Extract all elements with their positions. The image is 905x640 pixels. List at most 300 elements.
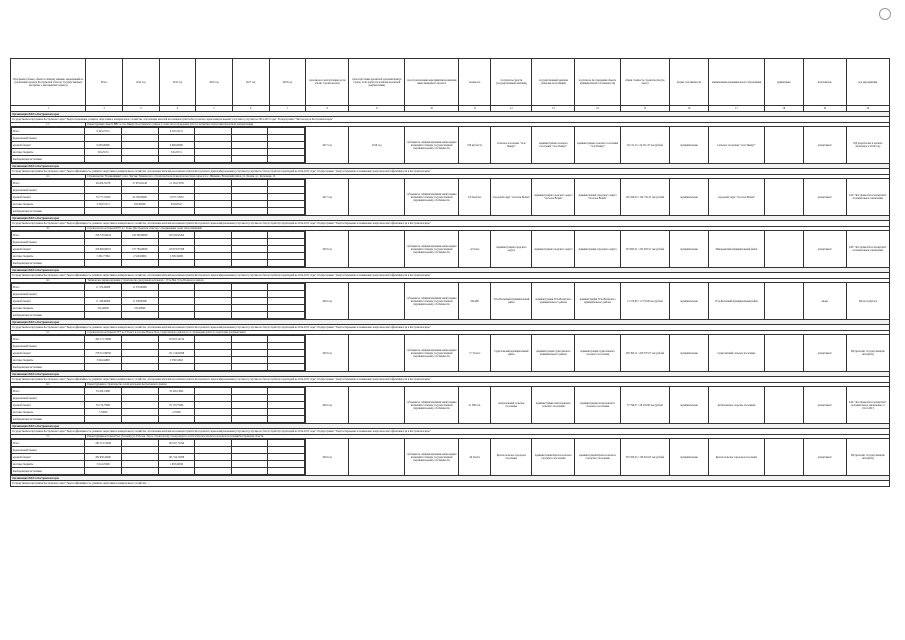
finance-value: 922,66508	[121, 201, 158, 208]
item-cost: 255 693,31 / 252 923,51 тыс.рублей	[620, 231, 670, 268]
finance-value: 137 780,00000	[121, 246, 158, 253]
finance-value	[121, 336, 158, 343]
item-year: 2018 год	[306, 231, 349, 268]
finance-empty	[268, 208, 305, 215]
item-exec: департамент	[803, 179, 846, 216]
program-name: Государственная программа Костромского края "Энергоэффективность, развитие энергетики и коммунального хозяйства, обеспечение жителей населенных пунктов Костромского края коммунальными услугами и услугами по благоустройству территорий на 2014-2015 годы". Подпрограмма "Энергосбережение и повышение энергетической эффективности в Костромском крае"	[11, 169, 890, 175]
item-code: ГАУ "Костромаоблгосэкспертиза" положительное заключение	[846, 179, 889, 216]
finance-value	[121, 128, 158, 135]
column-number: 1	[11, 106, 86, 112]
item-method: субсидия на софинансирование капитальных вложений в объекты государственной (муниципальной) собственности	[405, 179, 459, 216]
finance-empty	[231, 468, 268, 475]
column-number: 4	[159, 106, 196, 112]
finance-value	[121, 395, 158, 402]
finance-value: 131 116,62838	[158, 350, 195, 357]
finance-value: 282 171,75999	[85, 336, 122, 343]
item-mo: Усть-Волжский муниципальный район	[708, 283, 764, 320]
finance-value: 35 170,75981	[85, 402, 122, 409]
finance-empty	[195, 260, 232, 267]
finance-empty	[268, 201, 305, 208]
finance-value	[121, 208, 158, 215]
finance-row	[12, 402, 305, 409]
section-title: Организация ЖКХ в Костромском крае	[11, 372, 890, 377]
finance-empty	[195, 350, 232, 357]
finance-value: 140 300,00000	[121, 232, 158, 239]
finance-value	[121, 388, 158, 395]
finance-source: местные бюджеты	[12, 461, 85, 468]
finance-value	[85, 343, 122, 350]
item-power: 21 380 п.м.	[459, 387, 491, 424]
finance-empty	[268, 388, 305, 395]
column-header: 2018 год	[269, 59, 306, 106]
finance-empty	[268, 364, 305, 371]
finance-source: краевой бюджет	[12, 402, 85, 409]
item-customer: Администрация городского округа	[532, 231, 575, 268]
finance-row	[12, 128, 305, 135]
item-method: субсидия на софинансирование капитальных вложений в объекты государственной (муниципальной) собственности	[405, 231, 459, 268]
finance-value: 283 113,73436	[85, 440, 122, 447]
finance-empty	[231, 343, 268, 350]
finance-value: 133 675,14724	[158, 336, 195, 343]
finance-row	[12, 409, 305, 416]
item-form: муниципальная	[670, 335, 709, 372]
finance-value: 35 777,72050	[85, 194, 122, 201]
finance-source: внебюджетные источники	[12, 260, 85, 267]
finance-empty	[268, 260, 305, 267]
item-name: Строительство "Поликлиники" в пос. Чистые Технического строительства котельной на местном сырье в пос. Ширкино, Вохомский район, ул. Лесная, д.1. Котельная, 15	[86, 175, 890, 179]
item-name: Строительство котельной ТГУ на 9 Гкал/ч в поселке Новое Поле, Судиславского района (в т.ч. проведение работ по подготовке документации)	[86, 331, 890, 335]
column-header: способ реализации мероприятия/реализации инвестиционного проекта	[405, 59, 459, 106]
finance-source: внебюджетные источники	[12, 156, 85, 163]
finance-source: Всего	[12, 180, 85, 187]
column-header: форма собственности	[670, 59, 709, 106]
investment-program-sheet	[10, 58, 890, 626]
item-power: 100 куб.м/сут	[459, 127, 491, 164]
finance-value: 21 134,17038	[158, 180, 195, 187]
item-recipient: Антроповский сельское поселение	[491, 387, 532, 424]
finance-value	[85, 239, 122, 246]
finance-empty	[268, 239, 305, 246]
finance-empty	[231, 142, 268, 149]
column-number: 18	[764, 106, 803, 112]
item-cost: 20 121,15 / 24 231,37 тыс.рублей	[620, 127, 670, 164]
finance-row	[12, 447, 305, 454]
finance-empty	[268, 298, 305, 305]
finance-source: местные бюджеты	[12, 201, 85, 208]
finance-table	[11, 335, 305, 371]
finance-empty	[268, 402, 305, 409]
item-code: ПД разработана и прошла экспертизу в 2016 году	[846, 127, 889, 164]
finance-empty	[231, 336, 268, 343]
finance-value: 231,40000	[121, 305, 158, 312]
finance-value: 2 595,32009	[158, 253, 195, 260]
program-name: Государственная программа Костромского края "Энергоэффективность, развитие энергетики и коммунального хозяйства, обеспечение жителей населенных пунктов Костромского края коммунальными услугами и услугами по благоустройству территорий на 2014-2015 годы". Подпрограмма "Энергосбережение и повышение энергетической эффективности в Костромском крае"	[11, 377, 890, 383]
column-header: 2015 год	[159, 59, 196, 106]
finance-empty	[231, 402, 268, 409]
finance-value	[121, 239, 158, 246]
finance-empty	[195, 149, 232, 156]
item-design	[349, 231, 405, 268]
finance-row	[12, 440, 305, 447]
item-method: субсидия на софинансирование капитальных вложений в объекты государственной (муниципальной) собственности	[405, 335, 459, 372]
finance-empty	[195, 246, 232, 253]
item-code: ПД не требуется	[846, 283, 889, 320]
finance-value: 11 570,00000	[85, 284, 122, 291]
column-header: Всего	[86, 59, 123, 106]
finance-empty	[268, 454, 305, 461]
finance-value	[121, 291, 158, 298]
item-power: 4,3 Гкал	[459, 231, 491, 268]
finance-value: 35 459,13681	[158, 388, 195, 395]
column-number: 5	[196, 106, 233, 112]
item-owner: Администрация сельского поселения "село Пыщуг"	[575, 127, 620, 164]
finance-row	[12, 232, 305, 239]
finance-empty	[268, 149, 305, 156]
item-number: 4.1.	[11, 279, 86, 283]
finance-value	[85, 291, 122, 298]
finance-row	[12, 395, 305, 402]
finance-row	[12, 149, 305, 156]
finance-row	[12, 364, 305, 371]
finance-empty	[195, 239, 232, 246]
finance-value: 101 724,72008	[158, 454, 195, 461]
finance-empty	[195, 402, 232, 409]
finance-row	[12, 388, 305, 395]
finance-empty	[231, 128, 268, 135]
finance-value	[158, 156, 195, 163]
finance-value	[158, 305, 195, 312]
finance-empty	[195, 364, 232, 371]
column-header: 2014 год	[123, 59, 160, 106]
finance-value: 282 950,45400	[85, 454, 122, 461]
item-form: муниципальная	[670, 179, 709, 216]
finance-value	[85, 416, 122, 423]
finance-empty	[231, 291, 268, 298]
finance-row	[12, 201, 305, 208]
item-exec: департамент	[803, 335, 846, 372]
finance-value	[85, 447, 122, 454]
column-number: 19	[803, 106, 846, 112]
section-title: Организация ЖКХ в Костромском крае	[11, 112, 890, 117]
column-header: государственный заказчик (заказчик-застройщик)	[532, 59, 575, 106]
column-header: срок ввода в эксплуатацию (если объект строительства)	[306, 59, 349, 106]
finance-value	[121, 364, 158, 371]
finance-empty	[268, 416, 305, 423]
finance-value	[158, 343, 195, 350]
item-recipient: Администрация городского округа	[491, 231, 532, 268]
item-code: ПД проходит государственную экспертизу	[846, 335, 889, 372]
finance-value	[121, 402, 158, 409]
finance-empty	[231, 357, 268, 364]
finance-empty	[268, 253, 305, 260]
finance-value: 118 675,97598	[158, 246, 195, 253]
item-cost: 37 799,57 / 28 470,90 тыс.рублей	[620, 387, 670, 424]
finance-value: 24 700,00000	[121, 194, 158, 201]
finance-source: местные бюджеты	[12, 149, 85, 156]
item-mo: Судиславский сельское поселение	[708, 335, 764, 372]
finance-value: 2,70000	[158, 409, 195, 416]
finance-empty	[268, 357, 305, 364]
item-year: 2016 год	[306, 387, 349, 424]
program-name: Государственная программа Костромского края "Энергоэффективность, развитие энергетики и коммунального хозяйства, обеспечение жителей населенных пунктов Костромского края коммунальными услугами и услугами по благоустройству территорий на 2014-2015 годы". Подпрограмма "Энергосбережение и повышение энергетической эффективности в Костромском крае"	[11, 273, 890, 279]
finance-source: внебюджетные источники	[12, 312, 85, 319]
finance-value: 258 770,95454	[85, 232, 122, 239]
finance-empty	[231, 395, 268, 402]
header-row	[11, 59, 890, 106]
item-owner: Администрация городского округа "поселок Вохма"	[575, 179, 620, 216]
item-number: 7.1.	[11, 435, 86, 439]
finance-value	[85, 260, 122, 267]
finance-empty	[268, 350, 305, 357]
finance-value	[158, 364, 195, 371]
finance-block	[11, 231, 306, 268]
finance-empty	[268, 246, 305, 253]
finance-empty	[231, 208, 268, 215]
finance-source: федеральный бюджет	[12, 395, 85, 402]
finance-empty	[231, 284, 268, 291]
finance-row	[12, 246, 305, 253]
item-finance-row	[11, 439, 890, 476]
finance-value: 35 459,13681	[85, 388, 122, 395]
finance-value	[158, 298, 195, 305]
finance-empty	[195, 416, 232, 423]
finance-empty	[231, 253, 268, 260]
finance-row	[12, 305, 305, 312]
finance-value	[121, 454, 158, 461]
finance-value	[121, 350, 158, 357]
finance-empty	[268, 336, 305, 343]
item-code: ГАУ "Костромаоблгосэкспертиза" положительное заключение	[846, 231, 889, 268]
finance-empty	[268, 447, 305, 454]
finance-empty	[231, 388, 268, 395]
finance-empty	[231, 135, 268, 142]
finance-empty	[195, 156, 232, 163]
finance-source: внебюджетные источники	[12, 416, 85, 423]
column-header: мощность	[459, 59, 491, 106]
finance-value	[158, 395, 195, 402]
finance-value	[121, 440, 158, 447]
finance-empty	[268, 305, 305, 312]
item-exec: департамент	[803, 387, 846, 424]
item-method: субсидия на софинансирование капитальных вложений в объекты государственной (муниципальной) собственности	[405, 387, 459, 424]
section-title: Организация ЖКХ в Костромском крае	[11, 164, 890, 169]
item-name: Реконструкция котельной №1 (Газовая) (ул. Рабочая, 19) по строительству газопроводного котла в Красносельском городском поселении Костромской области	[86, 435, 890, 439]
finance-value	[85, 468, 122, 475]
item-note	[764, 439, 803, 476]
finance-value: 345,25151	[85, 149, 122, 156]
item-year: 2019 год	[306, 439, 349, 476]
finance-value: 652,95541	[158, 201, 195, 208]
finance-row	[12, 187, 305, 194]
finance-row	[12, 135, 305, 142]
finance-source: Всего	[12, 284, 85, 291]
finance-source: федеральный бюджет	[12, 291, 85, 298]
item-customer: Администрация Судиславского муниципального района	[532, 335, 575, 372]
finance-value: 7,70000	[85, 409, 122, 416]
finance-source: краевой бюджет	[12, 194, 85, 201]
finance-empty	[231, 416, 268, 423]
finance-value	[85, 187, 122, 194]
finance-empty	[268, 156, 305, 163]
finance-empty	[268, 128, 305, 135]
finance-row	[12, 468, 305, 475]
finance-value	[121, 149, 158, 156]
finance-row	[12, 461, 305, 468]
item-mo: городской округ "поселок Вохма"	[708, 179, 764, 216]
section-title: Организация ЖКХ в Костромском крае	[11, 320, 890, 325]
finance-row	[12, 454, 305, 461]
finance-empty	[268, 440, 305, 447]
item-cost: 335 500,25 / 158 941,05 тыс.рублей	[620, 439, 670, 476]
column-number: 20	[846, 106, 889, 112]
item-name: Строительство котельной БГУ в г. Галич (Костромская область) с объединением сетей теплоснабжения	[86, 227, 890, 231]
finance-empty	[231, 187, 268, 194]
item-number: 2.1.	[11, 175, 86, 179]
finance-empty	[195, 201, 232, 208]
item-customer: Администрация городского округа "поселок Вохма"	[532, 179, 575, 216]
finance-value	[121, 156, 158, 163]
finance-empty	[231, 298, 268, 305]
finance-empty	[268, 232, 305, 239]
finance-value: 9 345,25151	[158, 128, 195, 135]
item-power: 300 кВт	[459, 283, 491, 320]
finance-empty	[195, 357, 232, 364]
item-recipient: Усть-Волжский муниципальный район	[491, 283, 532, 320]
item-power: 7,7 Гкал/ч	[459, 335, 491, 372]
column-number: 8	[306, 106, 349, 112]
finance-empty	[195, 187, 232, 194]
finance-empty	[268, 284, 305, 291]
finance-table	[11, 231, 305, 267]
finance-empty	[195, 180, 232, 187]
finance-empty	[195, 253, 232, 260]
finance-value	[121, 461, 158, 468]
finance-value	[158, 468, 195, 475]
finance-value: 345,25151	[158, 149, 195, 156]
finance-source: Всего	[12, 440, 85, 447]
finance-row	[12, 357, 305, 364]
finance-value	[121, 142, 158, 149]
finance-source: федеральный бюджет	[12, 239, 85, 246]
column-header: 2017 год	[232, 59, 269, 106]
item-note	[764, 335, 803, 372]
finance-source: федеральный бюджет	[12, 135, 85, 142]
column-number: 10	[405, 106, 459, 112]
corner-stamp-mark	[879, 8, 891, 20]
program-name: Государственная программа Костромского края "Энергоэффективность, развитие энергетики и коммунального хозяйства, обеспечение жителей населенных пунктов Костромского края коммунальными услугами и услугами по благоустройству территорий на 2014-2015 годы". Подпрограмма "Энергосбережение и повышение энергетической эффективности в Костромском крае"	[11, 429, 890, 435]
finance-value	[158, 187, 195, 194]
finance-value: 11 338,60000	[85, 298, 122, 305]
program-table	[10, 58, 890, 487]
item-design	[349, 179, 405, 216]
finance-empty	[231, 350, 268, 357]
finance-table	[11, 439, 305, 475]
item-year: 2018 год	[306, 335, 349, 372]
item-customer: Администрация сельского поселения "село Пыщуг"	[532, 127, 575, 164]
finance-empty	[268, 343, 305, 350]
column-number: 2	[86, 106, 123, 112]
column-number: 6	[232, 106, 269, 112]
item-number: 5.1.	[11, 331, 86, 335]
item-form: муниципальная	[670, 439, 709, 476]
finance-value: 256 682,69352	[85, 246, 122, 253]
finance-empty	[268, 461, 305, 468]
item-finance-row	[11, 335, 890, 372]
finance-source: Всего	[12, 388, 85, 395]
column-header: наименование муниципального образования	[708, 59, 764, 106]
finance-value: 231,40000	[85, 305, 122, 312]
finance-row	[12, 239, 305, 246]
column-number: 16	[670, 106, 709, 112]
finance-empty	[231, 440, 268, 447]
finance-value	[121, 468, 158, 475]
item-note	[764, 231, 803, 268]
item-recipient: городской округ "поселок Вохма"	[491, 179, 532, 216]
finance-value: 35 170,75981	[158, 402, 195, 409]
finance-empty	[195, 454, 232, 461]
finance-value: 2 520,00000	[121, 253, 158, 260]
item-design	[349, 283, 405, 320]
finance-row	[12, 336, 305, 343]
finance-empty	[195, 208, 232, 215]
finance-source: Всего	[12, 336, 85, 343]
finance-row	[12, 416, 305, 423]
item-owner: Администрация Судиславского сельского поселения	[575, 335, 620, 372]
finance-value: 278 551,89350	[85, 350, 122, 357]
finance-source: внебюджетные источники	[12, 364, 85, 371]
finance-row	[12, 142, 305, 149]
column-number: 9	[349, 106, 405, 112]
finance-value	[85, 395, 122, 402]
finance-empty	[268, 180, 305, 187]
item-finance-row	[11, 387, 890, 424]
finance-value: 5 301,77584	[85, 253, 122, 260]
column-number: 12	[491, 106, 532, 112]
finance-row	[12, 253, 305, 260]
finance-row	[12, 312, 305, 319]
finance-value: 9 000,00000	[158, 142, 195, 149]
finance-value	[85, 312, 122, 319]
finance-empty	[195, 291, 232, 298]
column-number: 15	[620, 106, 670, 112]
column-header: Программа (объект, объект по вашему мнению, выделенный на реализацию проекта Костромской области, Государственных программ, о мероприятии объекта)	[11, 59, 86, 106]
finance-block	[11, 283, 306, 320]
finance-row	[12, 284, 305, 291]
item-design	[349, 335, 405, 372]
finance-empty	[231, 180, 268, 187]
item-exec: департамент	[803, 127, 846, 164]
finance-value	[121, 416, 158, 423]
section-title: Организация ЖКХ в Костромском крае	[11, 424, 890, 429]
finance-empty	[268, 135, 305, 142]
item-note	[764, 387, 803, 424]
program-name: Государственная программа Костромского края "Энергоэффективность, развитие энергетики и коммунального хозяйства, обеспечение жителей населенных пунктов Костромского края коммунальными услугами и услугами по благоустройству территорий на 2014-2015 годы". Подпрограмма "Энергосбережение и повышение энергетической эффективности в Костромском крае"	[11, 325, 890, 331]
finance-value	[121, 357, 158, 364]
item-number: 1.1.	[11, 123, 86, 127]
finance-source: внебюджетные источники	[12, 468, 85, 475]
finance-value	[121, 135, 158, 142]
finance-value: 2 230,57171	[85, 201, 122, 208]
finance-empty	[231, 461, 268, 468]
finance-value	[158, 208, 195, 215]
item-customer: Администрация Усть-Волжского муниципального района	[532, 283, 575, 320]
finance-source: Всего	[12, 232, 85, 239]
finance-value	[158, 312, 195, 319]
finance-table	[11, 179, 305, 215]
finance-empty	[231, 409, 268, 416]
finance-empty	[231, 149, 268, 156]
finance-value: 3 620,44800	[85, 357, 122, 364]
